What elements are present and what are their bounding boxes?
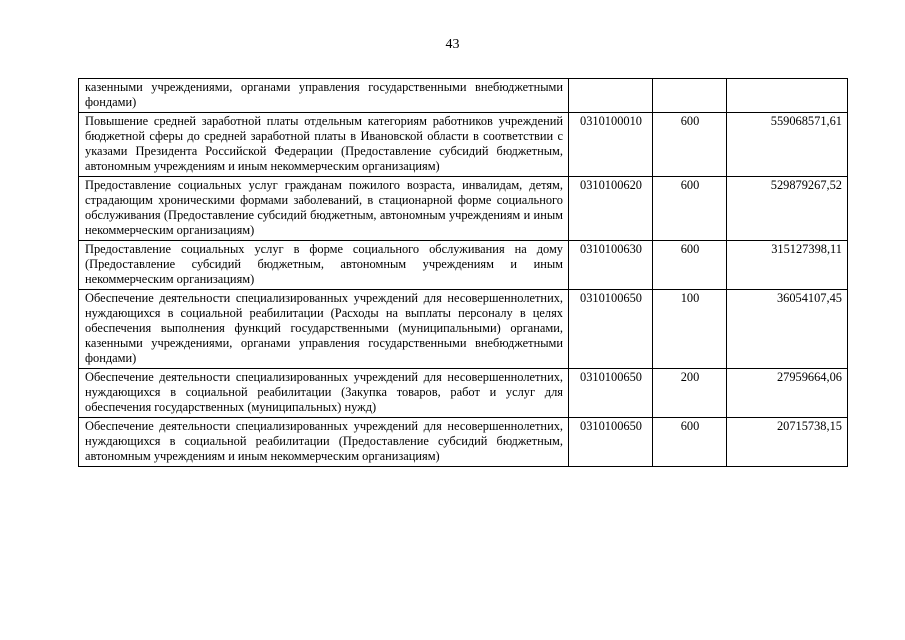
row-expense-type: 600 <box>653 113 727 177</box>
row-code: 0310100650 <box>569 290 653 369</box>
row-code: 0310100620 <box>569 177 653 241</box>
row-name: Предоставление социальных услуг гражданам пожилого возраста, инвалидам, детям, страдающим хроническими формами заболеваний, в стационарной форме социального обслуживания (Предоставление субсидий бюджетным, автономным учреждениям и иным некоммерческим организациям) <box>79 177 569 241</box>
table-row <box>79 241 848 290</box>
table-row <box>79 79 848 113</box>
row-expense-type: 100 <box>653 290 727 369</box>
table-row <box>79 290 848 369</box>
row-name: казенными учреждениями, органами управления государственными внебюджетными фондами) <box>79 79 569 113</box>
row-code: 0310100650 <box>569 418 653 467</box>
row-name: Обеспечение деятельности специализированных учреждений для несовершеннолетних, нуждающихся в социальной реабилитации (Предоставление субсидий бюджетным, автономным учреждениям и иным некоммерческим организациям) <box>79 418 569 467</box>
row-sum: 27959664,06 <box>727 369 848 418</box>
row-sum: 315127398,11 <box>727 241 848 290</box>
row-name: Предоставление социальных услуг в форме социального обслуживания на дому (Предоставление субсидий бюджетным, автономным учреждениям и иным некоммерческим организациям) <box>79 241 569 290</box>
row-sum: 559068571,61 <box>727 113 848 177</box>
row-expense-type: 600 <box>653 418 727 467</box>
row-name: Повышение средней заработной платы отдельным категориям работников учреждений бюджетной сферы до средней заработной платы в Ивановской области в соответствии с указами Президента Российской Федерации (Предоставление субсидий бюджетным, автономным учреждениям и иным некоммерческим организациям) <box>79 113 569 177</box>
table-row <box>79 418 848 467</box>
row-sum: 529879267,52 <box>727 177 848 241</box>
page-number: 43 <box>445 37 460 52</box>
row-code: 0310100650 <box>569 369 653 418</box>
row-sum <box>727 79 848 113</box>
row-code: 0310100630 <box>569 241 653 290</box>
table-row <box>79 369 848 418</box>
budget-table <box>78 78 848 467</box>
row-sum: 36054107,45 <box>727 290 848 369</box>
row-code: 0310100010 <box>569 113 653 177</box>
table-row <box>79 113 848 177</box>
row-name: Обеспечение деятельности специализированных учреждений для несовершеннолетних, нуждающихся в социальной реабилитации (Расходы на выплаты персоналу в целях обеспечения выполнения функций государственными (муниципальными) органами, казенными учреждениями, органами управления государственными внебюджетными фондами) <box>79 290 569 369</box>
row-expense-type: 200 <box>653 369 727 418</box>
table-row <box>79 177 848 241</box>
row-expense-type <box>653 79 727 113</box>
row-name: Обеспечение деятельности специализированных учреждений для несовершеннолетних, нуждающихся в социальной реабилитации (Закупка товаров, работ и услуг для обеспечения государственных (муниципальных) нужд) <box>79 369 569 418</box>
row-expense-type: 600 <box>653 241 727 290</box>
row-code <box>569 79 653 113</box>
row-expense-type: 600 <box>653 177 727 241</box>
row-sum: 20715738,15 <box>727 418 848 467</box>
